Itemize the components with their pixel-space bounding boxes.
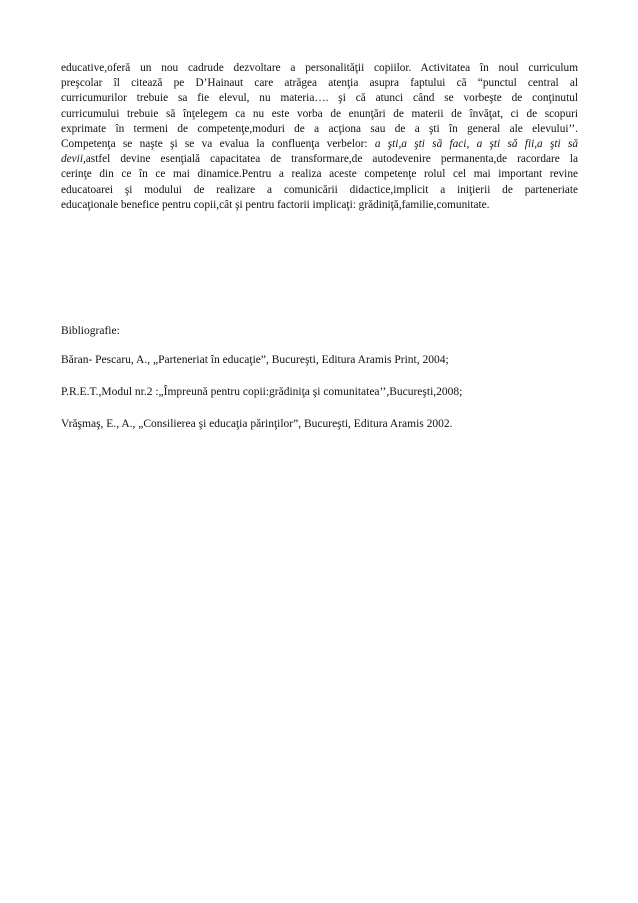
- paragraph-line: educaţionale benefice pentru copii,cât şi pentru factorii implicaţi: grădiniţă,familie,comunitate.: [61, 198, 490, 211]
- paragraph-line: educatoarei şi modului de realizare a comunicării didactice,implicit a iniţierii de parteneriate: [61, 183, 578, 196]
- paragraph-line: exprimate în termeni de competenţe,moduri de a acţiona sau de a şti în general ale elevului’’.: [61, 122, 578, 135]
- paragraph-text: Competenţa se naşte şi se va evalua la confluenţa verbelor:: [61, 137, 375, 150]
- bibliography-item: Băran- Pescaru, A., „Parteneriat în educaţie”, Bucureşti, Editura Aramis Print, 2004;: [61, 354, 449, 366]
- paragraph-text: ,astfel devine esenţială capacitatea de transformare,de autodevenire permanenta,de racordare la: [82, 153, 578, 166]
- bibliography-item: P.R.E.T.,Modul nr.2 :„Împreună pentru copii:grădiniţa şi comunitatea’’,Bucureşti,2008;: [61, 386, 463, 398]
- paragraph-line: [61, 152, 578, 167]
- paragraph-line: cerinţe din ce în ce mai dinamice.Pentru a realiza aceste competenţe rolul cel mai important revine: [61, 168, 578, 181]
- paragraph-line: educative,oferă un nou cadrude dezvoltare a personalităţii copiilor. Activitatea în noul curriculum: [61, 62, 578, 74]
- bibliography-heading: Bibliografie:: [61, 325, 120, 337]
- paragraph-line: curricumului trebuie să înţelegem ca nu este vorba de enunţări de materii de învăţat, ci de scopuri: [61, 107, 578, 120]
- paragraph-line: curricumurilor trebuie sa fie elevul, nu materia…. şi că atunci când se vorbeşte de conţinutul: [61, 92, 578, 105]
- bibliography-item: Vrăşmaş, E., A., „Consilierea şi educaţia părinţilor”, Bucureşti, Editura Aramis 2002.: [61, 418, 453, 430]
- italic-verbs: devii: [61, 153, 83, 166]
- italic-verbs: a şti,a şti să faci, a şti să fii,a şti să: [374, 137, 578, 150]
- body-paragraph: [61, 61, 578, 213]
- paragraph-line: [61, 137, 578, 152]
- paragraph-line: preşcolar îl citează pe D’Hainaut care atrăgea atenţia asupra faptului că “punctul central al: [61, 77, 578, 90]
